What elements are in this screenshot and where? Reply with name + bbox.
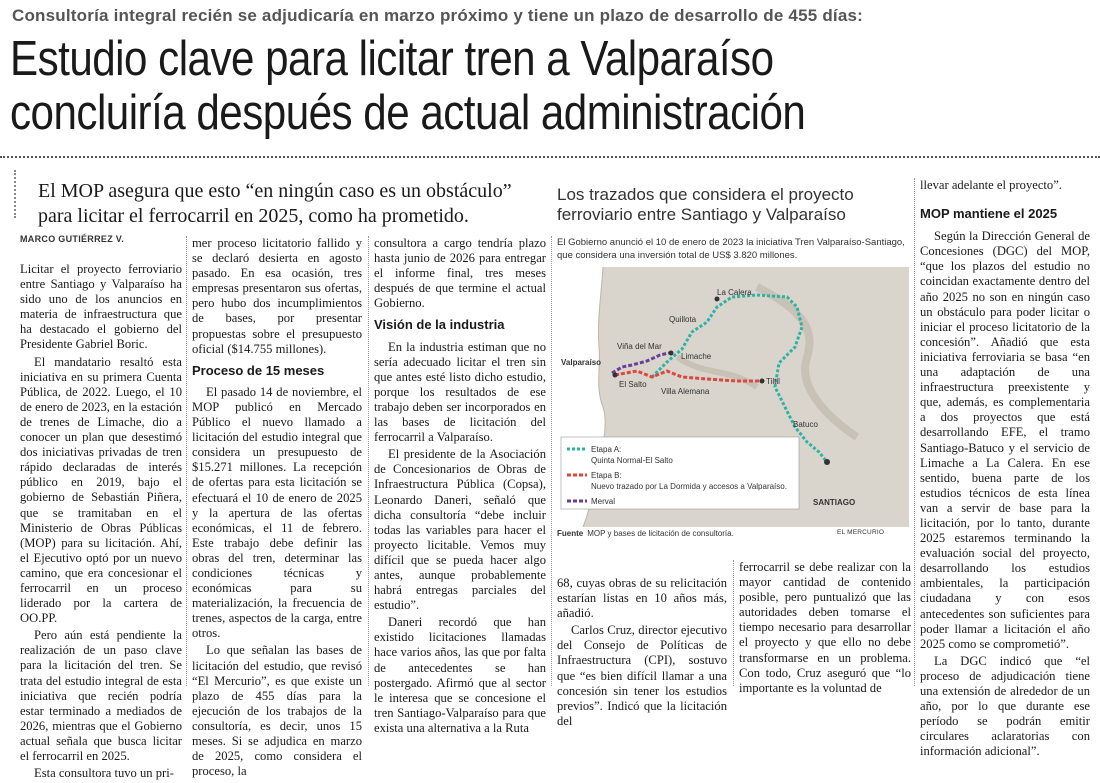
graphic-source [557,529,734,538]
city-dot [613,373,618,378]
route-map [557,267,909,527]
legend-etapa-a-title: Etapa A: [591,445,622,454]
place-valparaiso: Valparaíso [561,358,602,367]
graphic-title: Los trazados que considera el proyecto ferroviario entre Santiago y Valparaíso [557,185,854,224]
deck-line-2: para licitar el ferrocarril en 2025, como ha prometido. [38,205,469,227]
paragraph: 68, cuyas obras de su relicitación estarían listas en 10 años más, añadió. [557,576,727,621]
subheading: MOP mantiene el 2025 [920,206,1058,222]
body-column-2 [192,236,362,781]
paragraph: Carlos Cruz, director ejecutivo del Consejo de Políticas de Infraestructura (CPI), sostuvo que “es bien difícil llamar a una concesión sin tener los estudios previos”. Indicó que la licitación del [557,623,727,728]
legend-etapa-b-desc: Nuevo trazado por La Dormida y accesos a Valparaíso. [591,482,787,491]
place-villa-alemana: Villa Alemana [661,387,710,396]
paragraph: consultora a cargo tendría plazo hasta junio de 2026 para entregar el informe final, tres meses después de que termine el actual Gobierno. [374,236,546,311]
body-column-4a [557,576,727,731]
body-column-4b [739,560,911,698]
paragraph: llevar adelante el proyecto”. [920,178,1062,192]
city-dot [669,351,674,356]
body-column-1 [20,262,182,783]
paragraph: Lo que señalan las bases de licitación del estudio, que revisó “El Mercurio”, es que existe un plazo de 455 días para la ejecución de los trabajos de la consultoría, es decir, unos 15 meses. Si se adjudica en marzo de 2025, como considera el proceso, la [192,643,362,779]
legend-etapa-b-title: Etapa B: [591,471,622,480]
paragraph: En la industria estiman que no sería adecuado licitar el tren sin que antes esté listo dicho estudio, porque los resultados de ese trabajo deben ser incorporados en las bases de licitación del ferrocarril a Valparaíso. [374,339,546,445]
place-vina-del-mar: Viña del Mar [617,342,662,351]
city-dot [760,379,765,384]
source-text: MOP y bases de licitación de consultoría. [587,529,734,538]
paragraph: La DGC indicó que “el proceso de adjudicación tiene una extensión de alrededor de un año, por lo que durante ese período se podrán emitir circulares aclaratorias con información adicional”. [920,653,1090,759]
paragraph: Daneri recordó que han existido licitaciones llamadas hace varios años, las que por falta de antecedentes se han postergado. Afirmó que al sector le interesa que se concesione el tren Santiago-Valparaíso para que exista una alternativa a la Ruta [374,615,546,735]
graphic-credit: EL MERCURIO [837,529,885,536]
paragraph: mer proceso licitatorio fallido y se declaró desierta en agosto pasado. En esa ocasión, tres empresas presentaron sus ofertas, pero hubo dos incumplimientos de bases, por presentar propuestas sobre el presupuesto oficial ($14.755 millones). [192,236,362,356]
subheading: Visión de la industria [374,317,505,333]
column-divider [551,236,552,686]
place-batuco: Batuco [793,420,818,429]
place-el-salto: El Salto [619,380,647,389]
kicker: Consultoría integral recién se adjudicaría en marzo próximo y tiene un plazo de desarrollo de 455 días: [12,6,864,25]
subheading: Proceso de 15 meses [192,362,325,378]
deck-marker [14,170,16,218]
place-limache: Limache [681,352,712,361]
paragraph: Pero aún está pendiente la realización de un paso clave para la licitación del tren. Se trata del estudio integral de esta iniciativa que recién podría estar terminado a mediados de 2026, mientras que el Gobierno actual señala que busca licitar el ferrocarril en 2025. [20,628,182,763]
paragraph: El mandatario resaltó esta iniciativa en su primera Cuenta Pública, de 2022. Luego, el 10 de enero de 2023, en la estación de trenes de Limache, dio a conocer un plan que desestimó dos iniciativas privadas de tren rápido declaradas de interés público en 2019, bajo el gobierno de Sebastián Piñera, que se tramitaban en el Ministerio de Obras Públicas (MOP) para su licitación. Ahí, el Ejecutivo optó por un nuevo camino, que era concesionar el ferrocarril en un proceso liderado por la cartera de OO.PP. [20,354,182,626]
headline-line-2: concluiría después de actual administración [10,86,806,140]
place-quillota: Quillota [669,315,697,324]
paragraph: El presidente de la Asociación de Concesionarios de Obras de Infraestructura Pública (Copsa), Leonardo Daneri, señaló que dicha consultoría “debe incluir todas las variables para hacer el proyecto licitable. Vemos muy difícil que se pueda hacer algo antes, aunque probablemente habrá entregas parciales del estudio”. [374,447,546,613]
column-divider [914,178,915,686]
body-column-5 [920,178,1090,761]
byline: MARCO GUTIÉRREZ V. [20,234,125,244]
place-tiltil: Tiltil [766,377,780,386]
legend-etapa-a-desc: Quinta Normal-El Salto [591,456,673,465]
city-dot [824,459,830,465]
legend-merval: Merval [591,497,616,506]
paragraph: Según la Dirección General de Concesiones (DGC) del MOP, “que los plazos del estudio no coincidan exactamente dentro del año 2025 no son en ningún caso un obstáculo para poder licitar o iniciar el proceso licitatorio de la concesión”. Añadió que esta iniciativa ferroviaria se basa “en una adaptación de una infraestructura preexistente y que, además, es complementaria a dos proyectos que está desarrollando EFE, el tramo Santiago-Batuco y el servicio de Limache a La Calera. En ese sentido, buena parte de los estudios técnicos de esta línea van a servir de base para la licitación, por lo tanto, durante 2025 estaremos terminando la evaluación social del proyecto, desarrollando los estudios ambientales, la participación ciudadana y con esos antecedentes son suficientes para poder llamar a licitación el año 2025 como se comprometió”. [920,229,1090,651]
paragraph: Licitar el proyecto ferroviario entre Santiago y Valparaíso ha sido uno de los anuncios en materia de infraestructura que ha destacado el gobierno del Presidente Gabriel Boric. [20,262,182,352]
source-label: Fuente [557,529,584,538]
paragraph: Esta consultora tuvo un pri- [34,766,174,781]
column-divider [733,560,734,686]
city-dot [715,297,720,302]
column-divider [186,236,187,686]
column-divider [368,236,369,686]
body-column-3 [374,236,546,738]
graphic-subtitle: El Gobierno anunció el 10 de enero de 2023 la iniciativa Tren Valparaíso-Santiago, que considera una inversión total de US$ 3.820 millones. [557,237,905,261]
headline-line-1: Estudio clave para licitar tren a Valparaíso [10,32,774,86]
place-la-calera: La Calera [717,288,752,297]
headline-rule [0,156,1100,158]
paragraph: ferrocarril se debe realizar con la mayor cantidad de contenido posible, pero puntualizó que las autoridades deben tomarse el tiempo necesario para desarrollar el proyecto y que ello no debe transformarse en un problema. Con todo, Cruz aseguró que “lo importante es la voluntad de [739,560,911,695]
route-map-graphic [557,185,909,543]
deck-line-1: El MOP asegura que esto “en ningún caso es un obstáculo” [38,180,512,202]
paragraph: El pasado 14 de noviembre, el MOP publicó en Mercado Público el nuevo llamado a licitación del estudio integral que considera un presupuesto de $15.271 millones. La recepción de ofertas para esta licitación se efectuará el 10 de enero de 2025 y la apertura de las ofertas económicas, el 11 de febrero. Este trabajo debe definir las obras del tren, determinar las condiciones técnicas y económicas para su materialización, la frecuencia de trenes, aspectos de la carga, entre otros. [192,384,362,641]
place-santiago: SANTIAGO [813,498,856,507]
